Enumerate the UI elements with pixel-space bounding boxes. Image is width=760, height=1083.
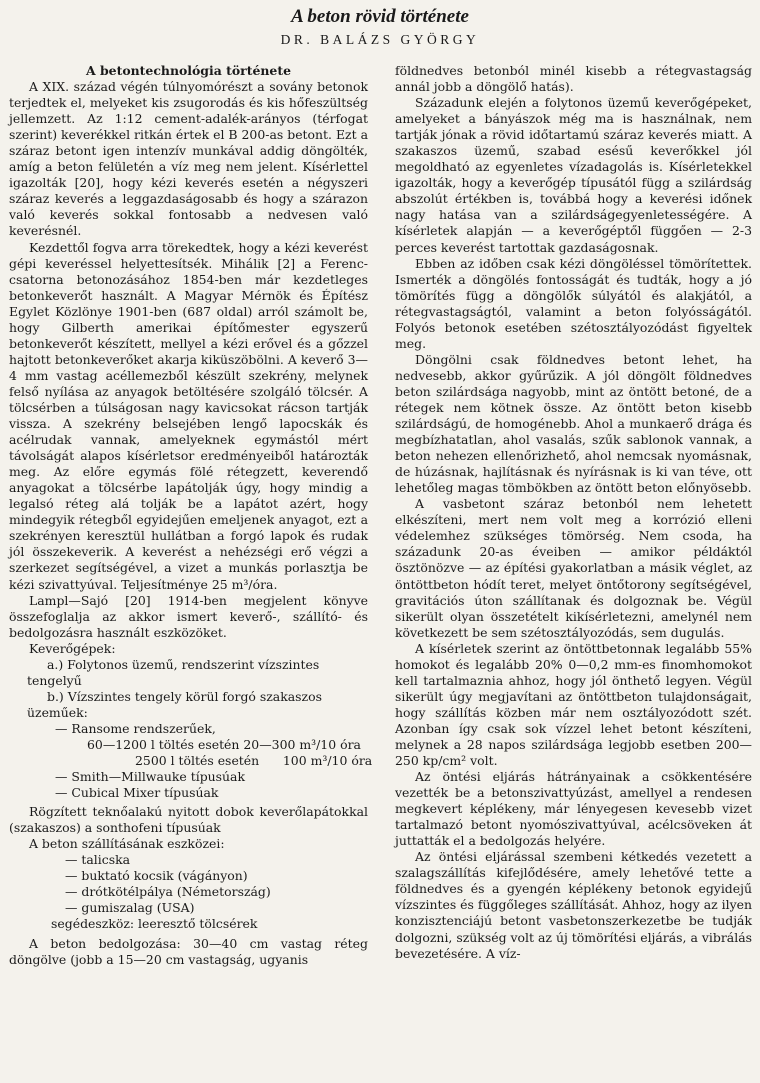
article-author: DR. BALÁZS GYÖRGY — [280, 32, 480, 47]
list-item: a.) Folytonos üzemű, rendszerint vízszintes tengelyű — [27, 656, 320, 688]
list-item: b.) Vízszintes tengely körül forgó szakaszos üzeműek: — [27, 688, 322, 720]
paragraph: földnedves betonból minél kisebb a rétegvastagság annál jobb a döngölő hatás). — [395, 63, 752, 95]
paragraph: Lampl—Sajó [20] 1914-ben megjelent könyve összefoglalja az akkor ismert keverő-, szállító- és bedolgozásra használt eszközöket. — [9, 592, 368, 640]
mixers-label: Keverőgépek: — [29, 640, 116, 656]
paragraph: Döngölni csak földnedves betont lehet, ha nedvesebb, akkor gyűrűzik. A jól döngölt földnedves beton szilárdsága nagyobb, mint az öntött betoné, de a rétegek nem kötnek össze. Az öntött beton kisebb szilárdságú, de homogénebb. Ahol a munkaerő drága és megbízhatatlan, ahol vasalás, szűk sablonok vannak, a beton nehezen ellenőrizhető, ahol nemcsak nyomásnak, de húzásnak, hajlításnak és nyírásnak is ki van téve, ott lehetőleg magas tömbökben az öntött beton előnyösebb. — [395, 351, 752, 496]
paragraph: Századunk elején a folytonos üzemű keverőgépeket, amelyeket a bányászok még ma is használnak, nem tartják jónak a rövid időtartamú száraz keverés miatt. A szakaszos üzemű, szabad esésű keverőkkel jól megoldható az egyenletes vízadagolás is. Kísérletekkel igazolták, hogy a keverőgép típusától függ a szilárdság abszolút értékben is, továbbá hogy a keverési időnek nagy hatása van a szilárdságegyenletességére. A kísérletek alapján — a keverőgéptől függően — 2-3 perces keverést tartottak gazdaságosnak. — [395, 95, 752, 255]
paragraph: A kísérletek szerint az öntöttbetonnak legalább 55% homokot és legalább 20% 0—0,2 mm-es finomhomokot kell tartalmaznia ahhoz, hogy jól önthető legyen. Végül sikerült úgy megjavítani az öntöttbeton tulajdonságait, hogy szállítás közben már nem osztályozódott szét. Azonban így csak sok vízzel lehet betont készíteni, melynek a 28 napos szilárdsága legjobb esetben 200—250 kp/cm² volt. — [395, 640, 752, 769]
paragraph: A XIX. század végén túlnyomórészt a sovány betonok terjedtek el, melyeket kis zsugorodás és kis hőfeszültség jellemzett. Az 1:12 cement-adalék-arányos (térfogat szerint) keverékkel ritkán értek el B 200-as betont. Ezt a száraz betont igen intenzív munkával addig döngölték, amíg a beton felületén a víz meg nem jelent. Kísérlettel igazolták [20], hogy kézi keverés esetén a négyszeri száraz keverés a leggazdaságosabb és hogy a szárazon való keverés sokkal fontosabb a nedvesen való keverésnél. — [9, 79, 368, 239]
right-column — [395, 63, 752, 962]
list-item: — Smith—Millwauke típusúak — [55, 769, 246, 785]
paragraph: A beton bedolgozása: 30—40 cm vastag réteg döngölve (jobb a 15—20 cm vastagság, ugyanis — [9, 935, 368, 967]
section-heading: A betontechnológia története — [86, 63, 291, 78]
list-item: — gumiszalag (USA) — [65, 900, 195, 916]
paragraph: Rögzített teknőalakú nyitott dobok keverőlapátokkal (szakaszos) a sonthofeni típusúak — [9, 804, 368, 836]
left-column — [9, 63, 373, 968]
paragraph: Az öntési eljárás hátrányainak a csökkentésére vezették be a betonszivattyúzást, amellyel a rendesen megkevert képlékeny, már lényegesen kevesebb vizet tartalmazó betont nyomószivattyúval, acélcsöveken át juttatták el a bedolgozás helyére. — [395, 769, 752, 849]
paragraph: A vasbetont száraz betonból nem lehetett elkészíteni, mert nem volt meg a korrózió elleni védelemhez szükséges tömörség. Nem csoda, ha századunk 20-as éveiben — amikor példáktól ösztönözve — az építési gyakorlatban a másik véglet, az öntöttbeton hódít teret, melyet öntőtorony segítségével, gravitációs úton szállítanak és dolgoznak be. Végül sikerült olyan összetételt kikísérletezni, amelynél nem következett be sem szétosztályozódás, sem dugulás. — [395, 496, 752, 640]
paragraph: Ebben az időben csak kézi döngöléssel tömörítettek. Ismerték a döngölés fontosságát és tudták, hogy a jó tömörítés függ a döngölők súlyától és alakjától, a rétegvastagságtól, valamint a beton folyósságától. Folyós betonok esetében szétosztályozódást figyeltek meg. — [395, 255, 752, 351]
list-item: — Ransome rendszerűek, — [55, 720, 216, 736]
article-title: A beton rövid története — [291, 6, 469, 27]
list-item: — talicska — [65, 852, 131, 868]
list-item: 2500 l töltés esetén 100 m³/10 óra — [135, 753, 373, 769]
aux-line: segédeszköz: leeresztő tölcsérek — [51, 916, 258, 932]
paragraph: Az öntési eljárással szembeni kétkedés vezetett a szalagszállítás kifejlődésére, amely lehetővé tette a földnedves és a gyengén képlékeny betonok egyidejű vízszintes és függőleges szállítását. Ahhoz, hogy az ilyen konzisztenciájú betont vasbetonszerkezetbe be tudják dolgozni, szükség volt az új tömörítési eljárás, a vibrálás bevezetésére. A víz- — [395, 849, 752, 961]
list-item: — Cubical Mixer típusúak — [55, 785, 219, 801]
transport-label: A beton szállításának eszközei: — [29, 836, 225, 852]
list-item: — drótkötélpálya (Németország) — [65, 884, 271, 900]
paragraph: Kezdettől fogva arra törekedtek, hogy a kézi keverést gépi keveréssel helyettesítsék. Mihálik [2] a Ferenc-csatorna betonozásához 1854-ben már kezdetleges betonkeverőt használt. A Magyar Mérnök és Építész Egylet Közlönye 1901-ben (687 oldal) arról számolt be, hogy Gilberth amerikai építőmester egyszerű betonkeverőt készített, mellyel a kézi erővel és a gőzzel hajtott betonkeverőket akarja kiküszöbölni. A keverő 3—4 mm vastag acéllemezből készült szekrény, melynek felső nyílása az anyagok betöltésére szolgáló tölcsér. A tölcsérben a túlságosan nagy kavicsokat rácson tartják vissza. A szekrény belsejében lengő lapocskák és acélrudak vannak, amelyeknek egymástól mért távolságát alapos kísérletsor eredményeiből határozták meg. Az előre egymás fölé rétegzett, keverendő anyagokat a tölcsérbe lapátolják úgy, hogy mindig a legalsó réteg alá tolják be a lapátot azért, hogy mindegyik rétegből egyidejűen emeljenek anyagot, ezt a szekrényen keresztül hullátban a forgó lapok és rudak jól összekeverik. A keverést a nehézségi erő végzi a szerkezet segítségével, a vizet a munkás porlasztja be kézi szivattyúval. Teljesítménye 25 m³/óra. — [9, 239, 368, 592]
list-item: 60—1200 l töltés esetén 20—300 m³/10 óra — [87, 736, 361, 752]
list-item: — buktató kocsik (vágányon) — [65, 868, 248, 884]
